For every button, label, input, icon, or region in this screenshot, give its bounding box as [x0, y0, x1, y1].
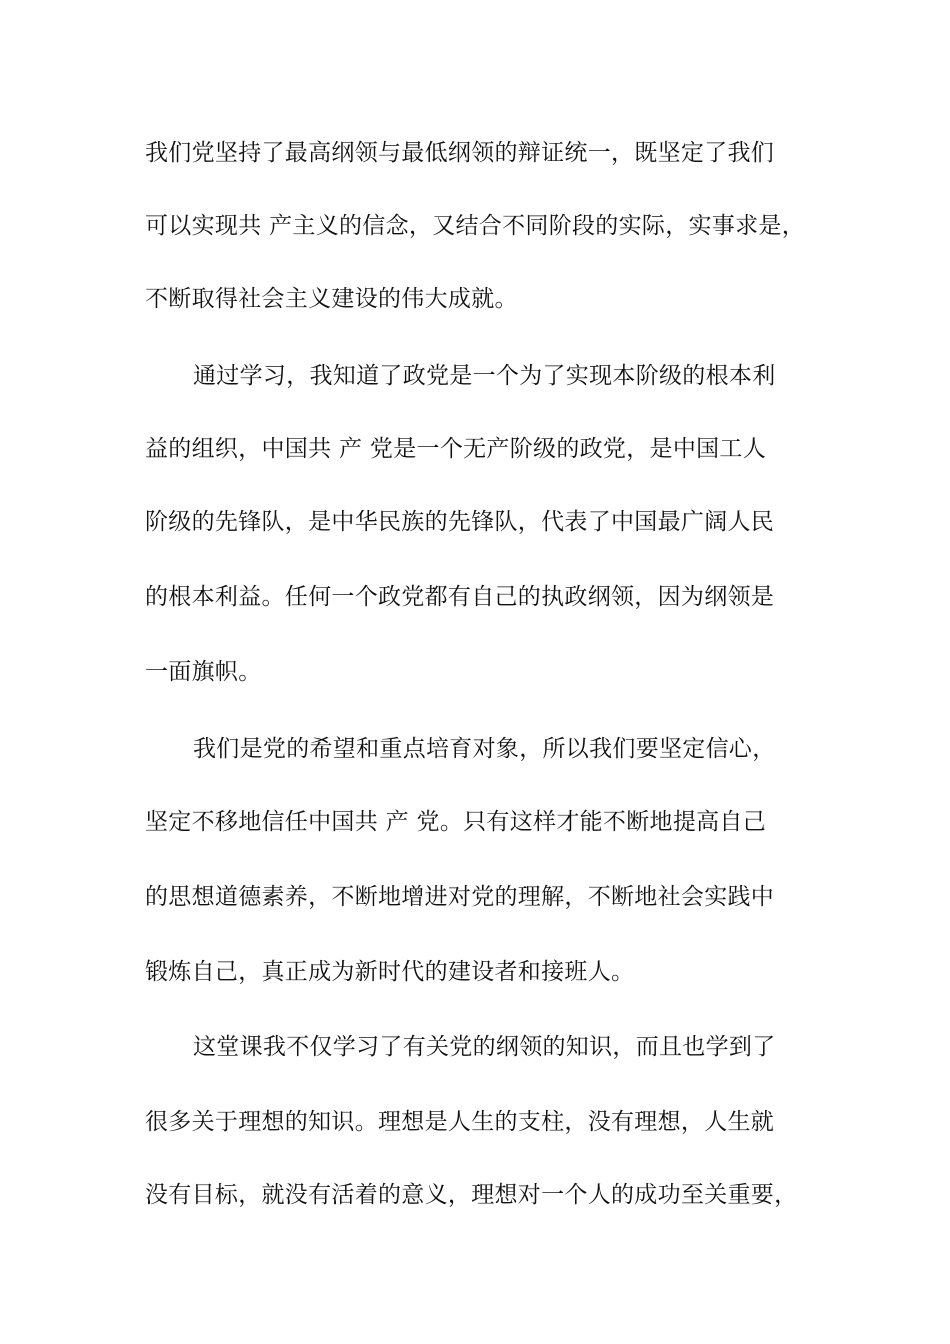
text-line: 坚定不移地信任中国共 产 党。只有这样才能不断地提高自己 — [145, 809, 767, 835]
text-line: 阶级的先锋队，是中华民族的先锋队，代表了中国最广阔人民 — [145, 509, 775, 535]
text-line: 我们党坚持了最高纲领与最低纲领的辩证统一，既坚定了我们 — [145, 140, 775, 166]
text-line: 一面旗帜。 — [145, 659, 262, 685]
text-line: 锻炼自己，真正成为新时代的建设者和接班人。 — [145, 959, 635, 985]
text-line: 没有目标，就没有活着的意义，理想对一个人的成功至关重要， — [145, 1182, 798, 1208]
text-line: 可以实现共 产主义的信念，又结合不同阶段的实际，实事求是， — [145, 213, 806, 239]
text-line: 的根本利益。任何一个政党都有自己的执政纲领，因为纲领是 — [145, 584, 775, 610]
text-line: 的思想道德素养，不断地增进对党的理解，不断地社会实践中 — [145, 884, 775, 910]
text-line: 不断取得社会主义建设的伟大成就。 — [145, 286, 518, 312]
paragraph-first-line: 我们是党的希望和重点培育对象，所以我们要坚定信心， — [193, 736, 776, 762]
text-line: 很多关于理想的知识。理想是人生的支柱，没有理想，人生就 — [145, 1109, 775, 1135]
paragraph-first-line: 这堂课我不仅学习了有关党的纲领的知识，而且也学到了 — [193, 1034, 776, 1060]
text-line: 益的组织，中国共 产 党是一个无产阶级的政党，是中国工人 — [145, 436, 767, 462]
paragraph-first-line: 通过学习，我知道了政党是一个为了实现本阶级的根本利 — [193, 363, 776, 389]
